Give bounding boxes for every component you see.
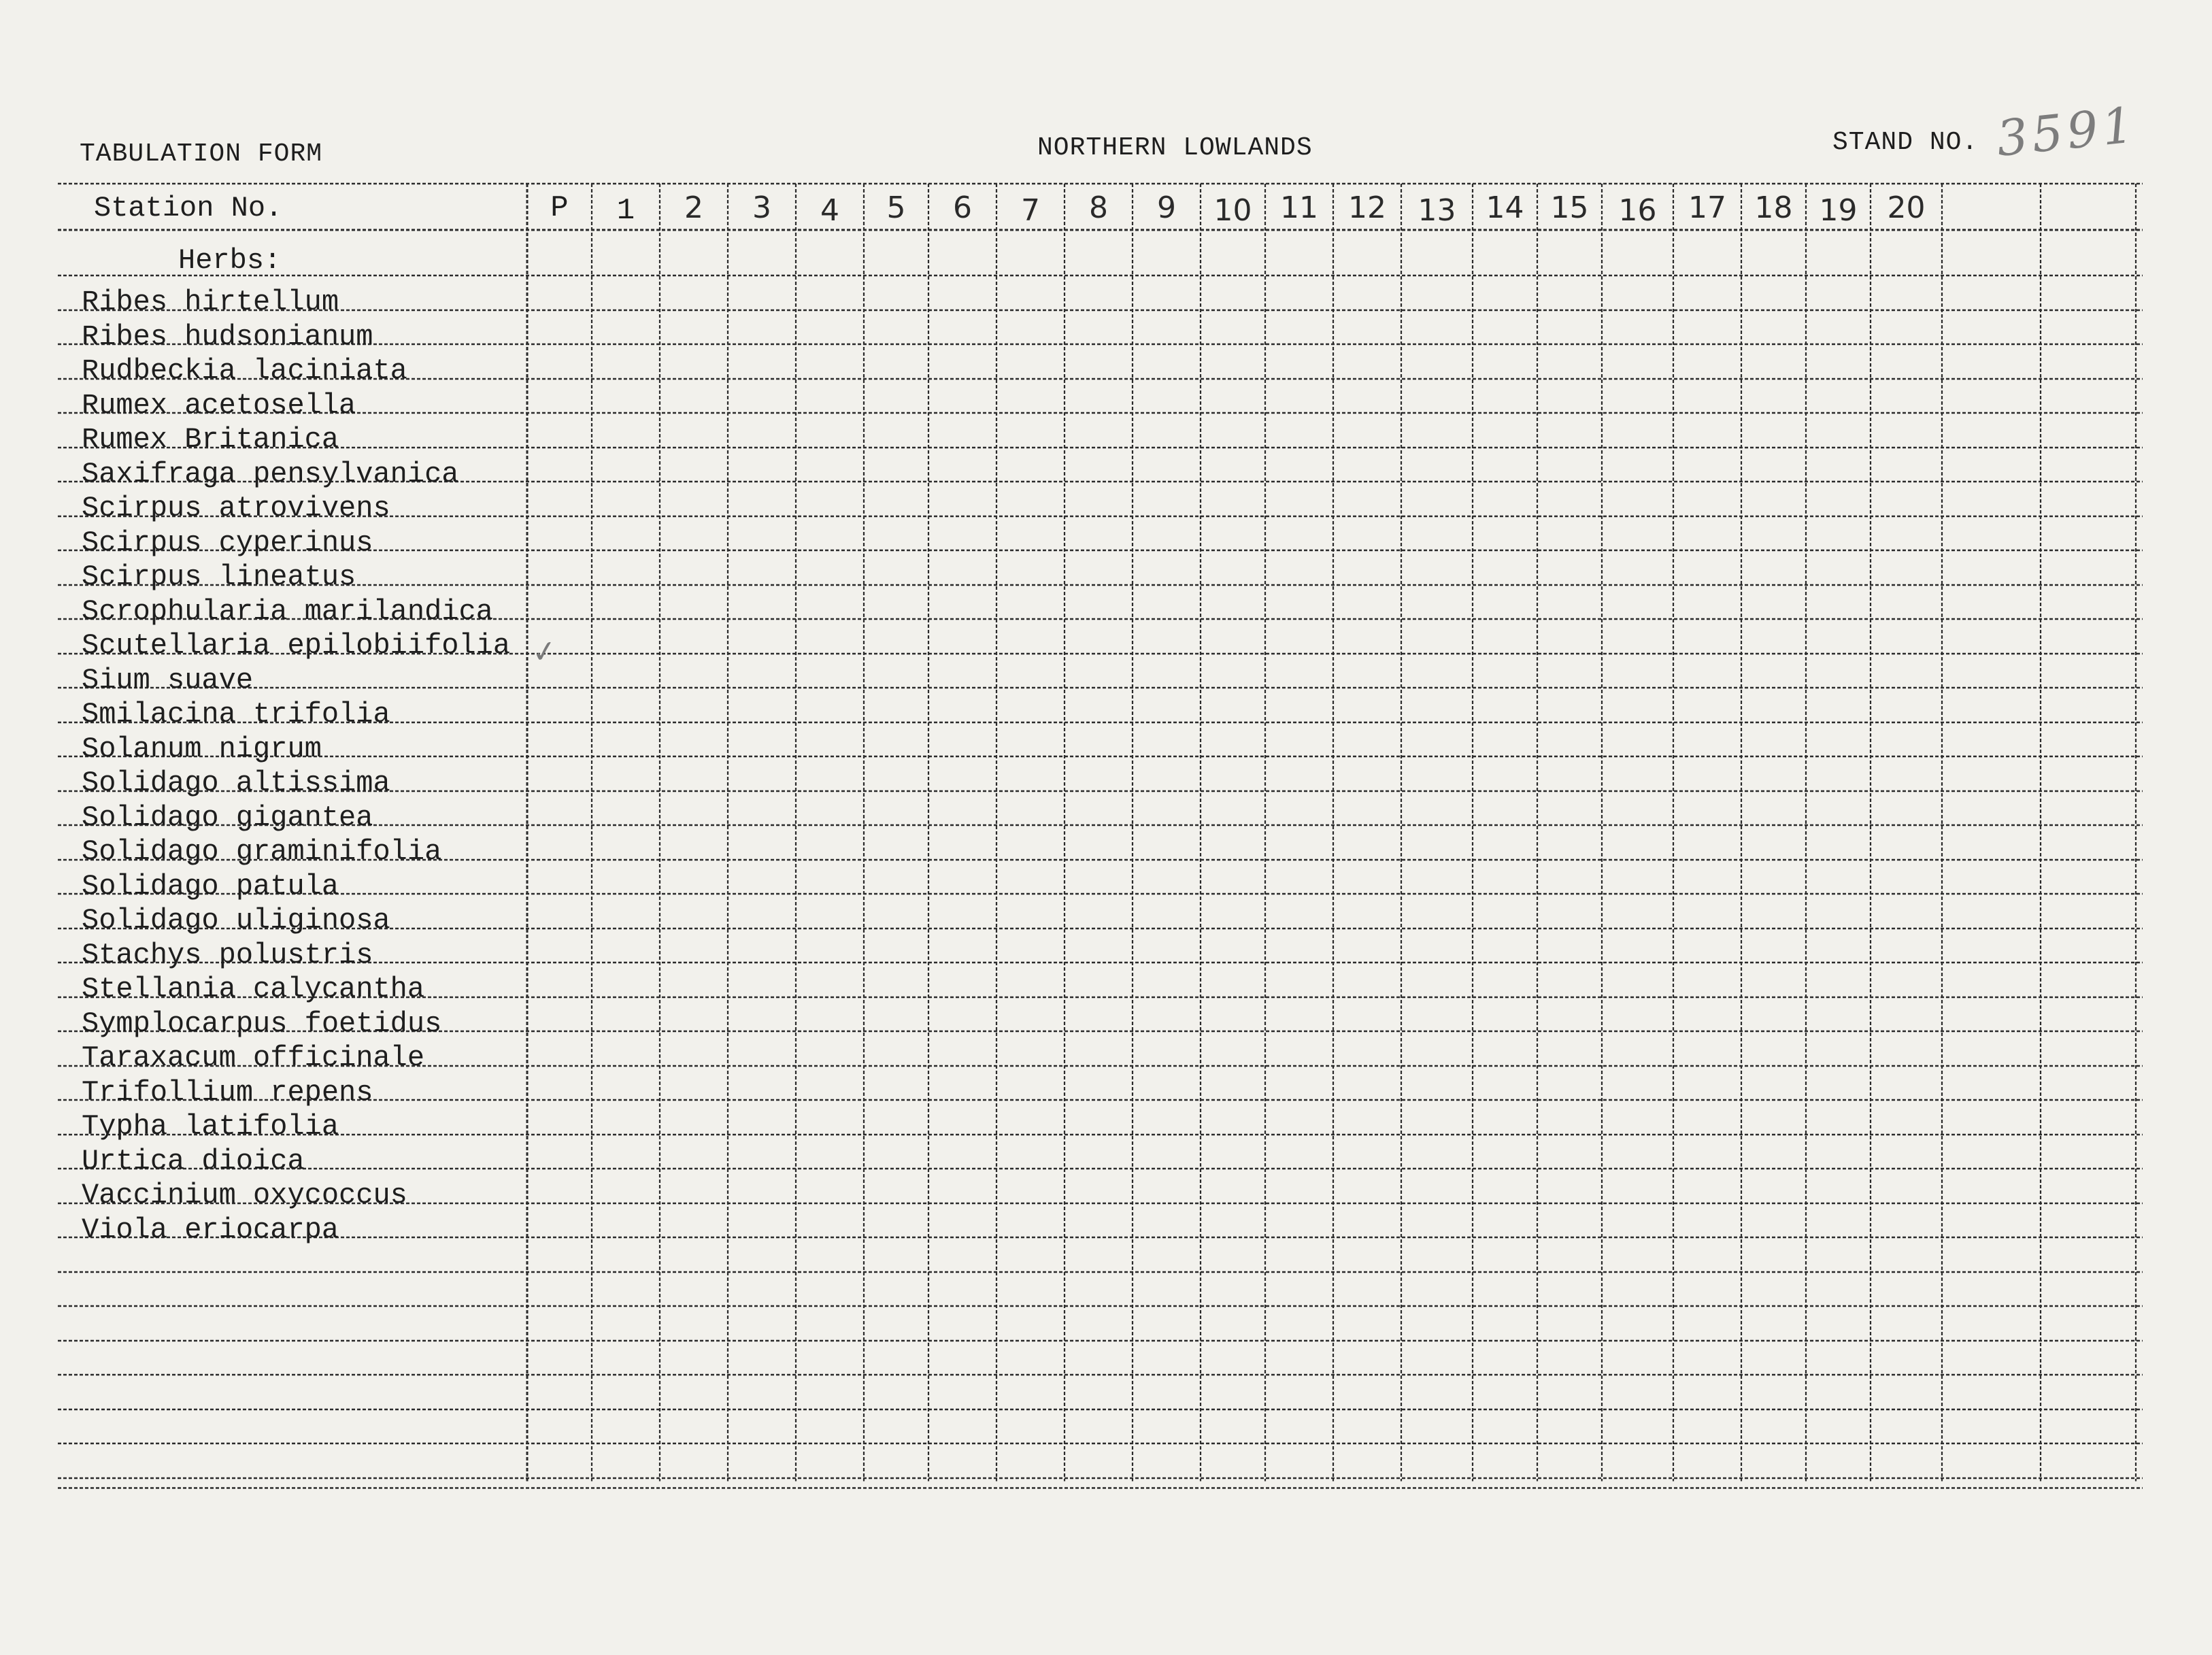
- species-name: Scirpus cyperinus: [82, 526, 373, 559]
- column-header: 19: [1819, 193, 1858, 228]
- species-name: Rudbeckia laciniata: [82, 354, 407, 387]
- species-name: Vaccinium oxycoccus: [82, 1179, 407, 1211]
- column-header: 2: [684, 190, 703, 225]
- column-header: P: [550, 191, 569, 225]
- species-name: Scirpus atrovivens: [82, 492, 390, 524]
- species-name: Scirpus lineatus: [82, 561, 356, 593]
- column-header: 15: [1550, 190, 1589, 225]
- column-header: 18: [1754, 190, 1793, 225]
- column-header: 8: [1089, 190, 1108, 225]
- column-header: 5: [886, 190, 906, 225]
- species-name: Solanum nigrum: [82, 733, 322, 765]
- region-title: NORTHERN LOWLANDS: [1037, 133, 1313, 163]
- column-header: 14: [1486, 190, 1524, 225]
- species-name: Urtica dioica: [82, 1145, 305, 1177]
- species-name: Viola eriocarpa: [82, 1214, 339, 1246]
- column-header: 11: [1280, 190, 1318, 225]
- species-name: Sium suave: [82, 664, 254, 697]
- column-header: 4: [820, 193, 839, 228]
- species-name: Solidago patula: [82, 870, 339, 903]
- species-name: Stellania calycantha: [82, 973, 425, 1005]
- herbs-section-label: Herbs:: [178, 244, 282, 277]
- species-name: Ribes hirtellum: [82, 286, 339, 318]
- species-name: Saxifraga pensylvanica: [82, 458, 459, 490]
- species-name: Smilacina trifolia: [82, 698, 390, 731]
- column-header: 16: [1618, 193, 1657, 228]
- column-header: 6: [953, 190, 972, 225]
- stand-number-label: STAND NO.: [1832, 128, 1979, 157]
- check-mark: ✓: [529, 633, 560, 671]
- species-name: Scrophularia marilandica: [82, 595, 493, 628]
- species-name: Typha latifolia: [82, 1110, 339, 1143]
- stand-number-value: 3591: [1994, 95, 2141, 167]
- species-name: Solidago gigantea: [82, 801, 373, 834]
- species-name: Rumex Britanica: [82, 423, 339, 456]
- station-number-label: Station No.: [94, 192, 283, 224]
- species-name: Rumex acetosella: [82, 389, 356, 422]
- species-name: Taraxacum officinale: [82, 1041, 425, 1074]
- column-header: 13: [1418, 193, 1456, 228]
- column-header: 20: [1887, 190, 1926, 225]
- species-name: Trifollium repens: [82, 1076, 373, 1109]
- column-header: 9: [1157, 190, 1176, 225]
- species-name: Ribes hudsonianum: [82, 320, 373, 353]
- species-name: Scutellaria epilobiifolia: [82, 629, 511, 662]
- column-header: 7: [1021, 193, 1040, 228]
- column-header: 17: [1688, 190, 1726, 225]
- form-title: TABULATION FORM: [80, 139, 323, 169]
- column-header: 1: [616, 194, 635, 228]
- species-name: Solidago uliginosa: [82, 904, 390, 937]
- species-name: Solidago graminifolia: [82, 835, 442, 868]
- species-name: Solidago altissima: [82, 767, 390, 799]
- column-header: 12: [1348, 190, 1386, 225]
- species-name: Symplocarpus foetidus: [82, 1007, 442, 1040]
- column-header: 10: [1213, 193, 1252, 228]
- column-header: 3: [752, 190, 771, 225]
- species-name: Stachys polustris: [82, 939, 373, 971]
